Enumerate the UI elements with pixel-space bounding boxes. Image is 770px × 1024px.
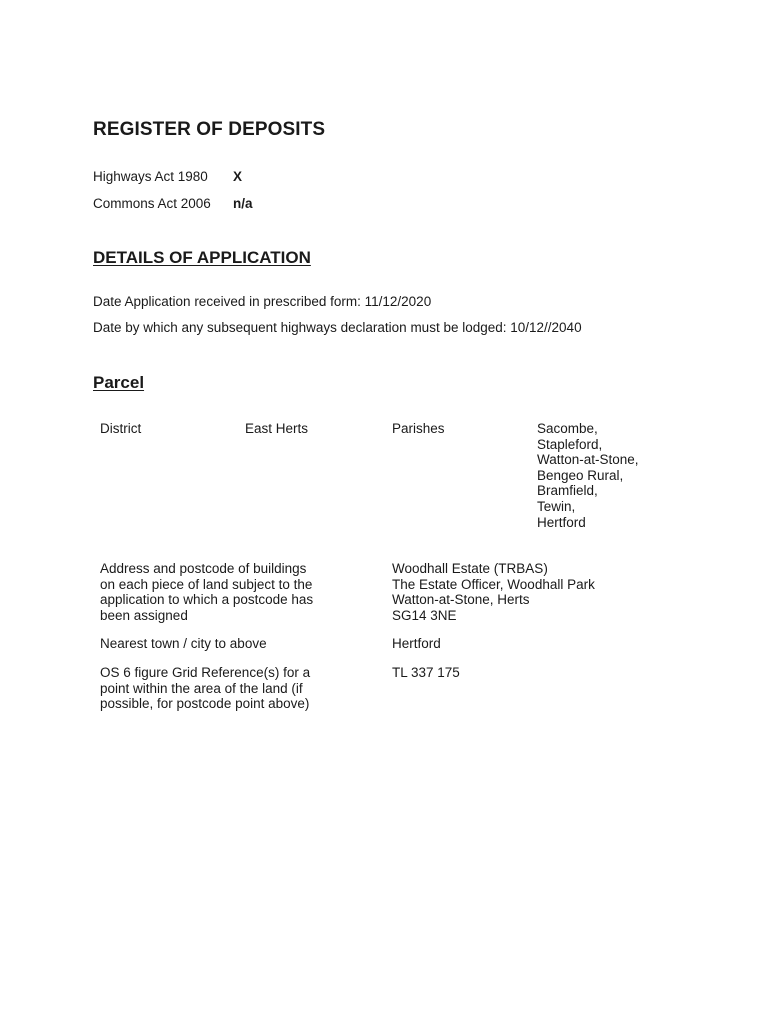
act-row-highways <box>93 169 242 184</box>
address-label-line: on each piece of land subject to the <box>100 576 313 592</box>
address-line: The Estate Officer, Woodhall Park <box>392 576 595 592</box>
act-row-commons <box>93 196 253 211</box>
address-label-line: Address and postcode of buildings <box>100 561 307 576</box>
page-title: REGISTER OF DEPOSITS <box>93 119 326 140</box>
act-name: Commons Act 2006 <box>93 196 211 211</box>
parishes-label: Parishes <box>392 421 445 436</box>
declaration-deadline: Date by which any subsequent highways declaration must be lodged: 10/12//2040 <box>93 320 582 335</box>
application-received-date: Date Application received in prescribed form: 11/12/2020 <box>93 294 432 309</box>
parish-item: Bengeo Rural, <box>537 467 624 483</box>
address-label <box>100 561 340 623</box>
district-value: East Herts <box>245 421 309 436</box>
address-line: Woodhall Estate (TRBAS) <box>392 561 548 576</box>
grid-label-line: OS 6 figure Grid Reference(s) for a <box>100 665 311 680</box>
act-value: X <box>233 169 243 184</box>
parishes-list <box>537 421 639 530</box>
parish-item: Tewin, <box>537 498 576 514</box>
parish-item: Stapleford, <box>537 436 603 452</box>
grid-reference-value: TL 337 175 <box>392 665 460 680</box>
parcel-heading: Parcel <box>93 373 145 392</box>
grid-reference-label <box>100 665 340 712</box>
grid-label-line: possible, for postcode point above) <box>100 696 310 712</box>
address-line: Watton-at-Stone, Herts <box>392 592 530 608</box>
parish-item: Sacombe, <box>537 421 598 436</box>
address-line: SG14 3NE <box>392 607 457 623</box>
act-name: Highways Act 1980 <box>93 169 208 184</box>
parish-item: Watton-at-Stone, <box>537 452 639 468</box>
nearest-town-label: Nearest town / city to above <box>100 636 267 651</box>
district-label: District <box>100 421 142 436</box>
act-value: n/a <box>233 196 253 211</box>
grid-label-line: point within the area of the land (if <box>100 680 303 696</box>
address-label-line: been assigned <box>100 607 188 623</box>
details-heading: DETAILS OF APPLICATION <box>93 248 311 267</box>
parish-item: Hertford <box>537 514 586 530</box>
address-value <box>392 561 595 623</box>
parish-item: Bramfield, <box>537 483 598 499</box>
address-label-line: application to which a postcode has <box>100 592 314 608</box>
nearest-town-value: Hertford <box>392 636 441 651</box>
